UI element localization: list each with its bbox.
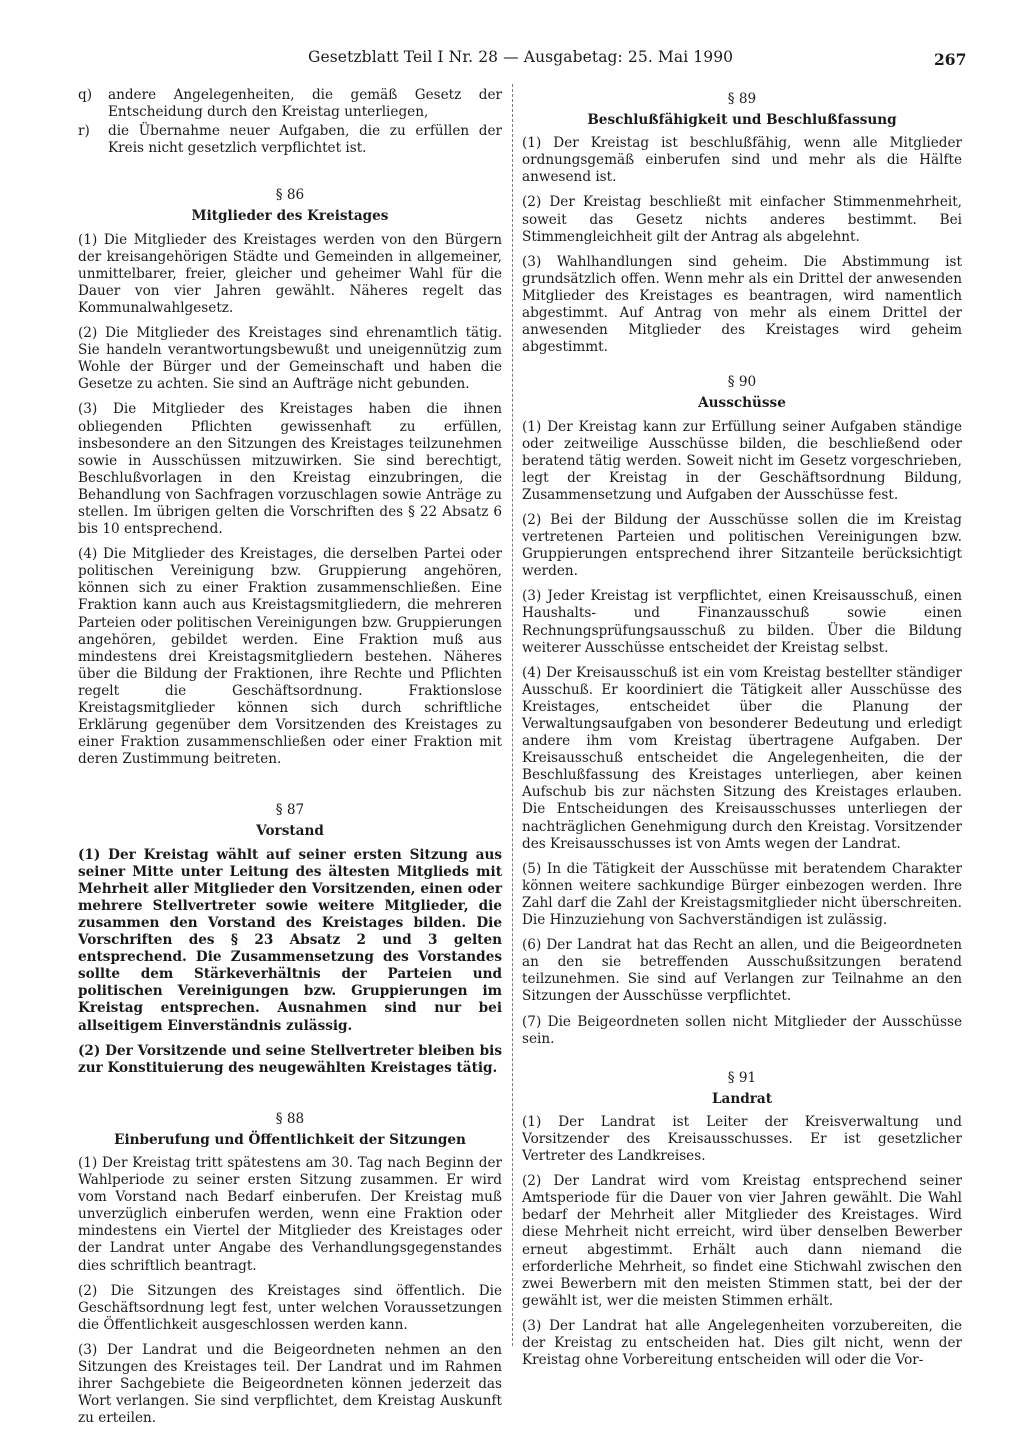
paragraph: (3) Der Landrat hat alle Angelegenheiten vorzubereiten, die der Kreistag zu entscheiden hat. Dies gilt nicht, wenn der Kreistag ohne Vorbereitung entscheiden will oder die Vor- (522, 1317, 962, 1369)
list-item: q) andere Angelegenheiten, die gemäß Gesetz der Entscheidung durch den Kreistag unterliegen, (78, 87, 502, 121)
paragraph: (2) Der Landrat wird vom Kreistag entsprechend seiner Amtsperiode für die Dauer von vier Jahren gewählt. Die Wahl bedarf der Mehrheit aller Mitglieder des Kreistages. Wird diese Mehrheit nicht erreicht, wird über denselben Bewerber erneut abgestimmt. Erhält auch dann niemand die erforderliche Mehrheit, so findet eine Stichwahl zwischen den zwei Bewerbern mit den meisten Stimmen statt, bei der der gewählt ist, wer die meisten Stimmen erhält. (522, 1173, 962, 1309)
section-title: Mitglieder des Kreistages (191, 208, 389, 225)
paragraph: (2) Der Kreistag beschließt mit einfacher Stimmenmehrheit, soweit das Gesetz nichts anderes bestimmt. Bei Stimmengleichheit gilt der Antrag als abgelehnt. (522, 194, 962, 245)
paragraph: (2) Die Mitglieder des Kreistages sind ehrenamtlich tätig. Sie handeln verantwortungsbewußt und uneigennützig zum Wohle der Bürger und der Gemeinschaft und haben die Gesetze zu achten. Sie sind an Aufträge nicht gebunden. (78, 325, 502, 393)
section-title: Einberufung und Öffentlichkeit der Sitzungen (114, 1131, 466, 1148)
page-number: 267 (934, 50, 967, 69)
paragraph: (7) Die Beigeordneten sollen nicht Mitglieder der Ausschüsse sein. (522, 1013, 962, 1047)
paragraph: (1) Der Kreistag tritt spätestens am 30. Tag nach Beginn der Wahlperiode zu seiner ersten Sitzung zusammen. Er wird vom Vorstand nach Bedarf einberufen. Der Kreistag muß unverzüglich einberufen werden, wenn eine Fraktion oder mindestens ein Viertel der Mitglieder des Kreistages oder der Landrat unter Angabe des Verhandlungsgegenstandes dies schriftlich beantragt. (78, 1154, 502, 1274)
paragraph: (3) Jeder Kreistag ist verpflichtet, einen Kreisausschuß, einen Haushalts- und Finanzausschuß sowie einen Rechnungsprüfungsausschuß zu bilden. Über die Bildung weiterer Ausschüsse entscheidet der Kreistag selbst. (522, 588, 962, 656)
section-title: Beschlußfähigkeit und Beschlußfassung (587, 112, 897, 129)
section-title: Vorstand (256, 823, 324, 840)
paragraph: (6) Der Landrat hat das Recht an allen, und die Beigeordneten an den sie betreffenden Ausschußsitzungen beratend teilzunehmen. Sie sind auf Verlangen zur Teilnahme an den Sitzungen der Ausschüsse verpflichtet. (522, 937, 962, 1005)
section-number: § 86 (275, 187, 305, 204)
paragraph: (3) Der Landrat und die Beigeordneten nehmen an den Sitzungen des Kreistages teil. Der Landrat und im Rahmen ihrer Sachgebiete die Beigeordneten können jederzeit das Wort verlangen. Sie sind verpflichtet, dem Kreistag Auskunft zu erteilen. (78, 1341, 502, 1427)
section-number: § 89 (727, 91, 757, 107)
right-column (522, 87, 962, 1377)
paragraph: (4) Die Mitglieder des Kreistages, die derselben Partei oder politischen Vereinigung bzw. Gruppierung angehören, können sich zu einer Fraktion zusammenschließen. Eine Fraktion kann auch aus Kreistagsmitgliedern, die mehreren Parteien oder politischen Vereinigungen bzw. Gruppierungen angehören, gebildet werden. Eine Fraktion muß aus mindestens drei Kreistagsmitgliedern bestehen. Näheres über die Bildung der Fraktionen, ihre Rechte und Pflichten regelt die Geschäftsordnung. Fraktionslose Kreistagsmitglieder können sich durch schriftliche Erklärung gegenüber dem Vorsitzenden des Kreistages zu einer Fraktion zusammenschließen oder einer Fraktion mit deren Zustimmung beitreten. (78, 546, 502, 768)
left-column (78, 87, 502, 1435)
section-number: § 88 (275, 1110, 305, 1127)
section-title: Landrat (711, 1090, 772, 1107)
paragraph: (3) Wahlhandlungen sind geheim. Die Abstimmung ist grundsätzlich offen. Wenn mehr als ein Drittel der anwesenden Mitglieder des Kreistages es beantragen, wird namentlich abgestimmt. Auf Antrag von mehr als einem Drittel der anwesenden Mitglieder des Kreistages wird geheim abgestimmt. (522, 253, 962, 356)
section-number: § 87 (275, 802, 305, 819)
paragraph: (2) Der Vorsitzende und seine Stellvertreter bleiben bis zur Konstituierung des neugewählten Kreistages tätig. (78, 1042, 502, 1076)
column-divider (512, 84, 513, 1346)
paragraph: (1) Der Kreistag wählt auf seiner ersten Sitzung aus seiner Mitte unter Leitung des ältesten Mitglieds mit Mehrheit aller Mitglieder den Vorsitzenden, einen oder mehrere Stellvertreter sowie weitere Mitglieder, die zusammen den Vorstand des Kreistages bilden. Die Vorschriften des § 23 Absatz 2 und 3 gelten entsprechend. Die Zusammensetzung des Vorstandes sollte dem Stärkeverhältnis der Parteien und politischen Vereinigungen bzw. Gruppierungen im Kreistag entsprechen. Ausnahmen sind nur bei allseitigem Einverständnis zulässig. (78, 846, 502, 1034)
section-number: § 91 (727, 1069, 757, 1086)
section-number: § 90 (727, 374, 757, 391)
paragraph: (4) Der Kreisausschuß ist ein vom Kreistag bestellter ständiger Ausschuß. Er koordiniert die Tätigkeit aller Ausschüsse des Kreistages, entscheidet über die Planung der Verwaltungsaufgaben von besonderer Bedeutung und erledigt andere ihm vom Kreistag übertragene Aufgaben. Der Kreisausschuß entscheidet die Angelegenheiten, die der Beschlußfassung des Kreistages unterliegen, aber keinen Aufschub bis zur nächsten Sitzung des Kreistages erlauben. Die Entscheidungen des Kreisausschusses unterliegen der nachträglichen Genehmigung durch den Kreistag. Vorsitzender des Kreisausschusses ist von Amts wegen der Landrat. (522, 664, 962, 852)
paragraph: (1) Der Kreistag ist beschlußfähig, wenn alle Mitglieder ordnungsgemäß einberufen sind und mehr als die Hälfte anwesend ist. (522, 135, 962, 186)
paragraph: (2) Bei der Bildung der Ausschüsse sollen die im Kreistag vertretenen Parteien und politischen Vereinigungen bzw. Gruppierungen entsprechend ihrer Sitzanteile berücksichtigt werden. (522, 511, 962, 580)
section-title: Ausschüsse (698, 395, 786, 412)
page-header (0, 48, 1024, 72)
paragraph: (5) In die Tätigkeit der Ausschüsse mit beratendem Charakter können weitere sachkundige Bürger einbezogen werden. Ihre Zahl darf die Zahl der Kreistagsmitglieder nicht überschreiten. Die Hinzuziehung von Sachverständigen ist zulässig. (522, 860, 962, 929)
paragraph: (1) Der Kreistag kann zur Erfüllung seiner Aufgaben ständige oder zeitweilige Ausschüsse bilden, die beschließend oder beratend tätig werden. Soweit nicht im Gesetz vorgeschrieben, legt der Kreistag in der Geschäftsordnung Bildung, Zusammensetzung und Aufgaben der Ausschüsse fest. (522, 418, 962, 503)
paragraph: (2) Die Sitzungen des Kreistages sind öffentlich. Die Geschäftsordnung legt fest, unter welchen Voraussetzungen die Öffentlichkeit ausgeschlossen werden kann. (78, 1282, 502, 1333)
paragraph: (3) Die Mitglieder des Kreistages haben die ihnen obliegenden Pflichten gewissenhaft zu erfüllen, insbesondere an den Sitzungen des Kreistages teilzunehmen sowie in Ausschüssen mitzuwirken. Sie sind berechtigt, Beschlußvorlagen in den Kreistag einzubringen, die Behandlung von Sachfragen vorzuschlagen sowie Anträge zu stellen. Im übrigen gelten die Vorschriften des § 22 Absatz 6 bis 10 entsprechend. (78, 401, 502, 538)
list-item: r) die Übernahme neuer Aufgaben, die zu erfüllen der Kreis nicht gesetzlich verpflichtet ist. (78, 123, 502, 157)
gazette-header-title: Gesetzblatt Teil I Nr. 28 — Ausgabetag: 25. Mai 1990 (308, 48, 734, 66)
paragraph: (1) Die Mitglieder des Kreistages werden von den Bürgern der kreisangehörigen Städte und Gemeinden in allgemeiner, unmittelbarer, freier, gleicher und geheimer Wahl für die Dauer von vier Jahren gewählt. Näheres regelt das Kommunalwahlgesetz. (78, 231, 502, 316)
paragraph: (1) Der Landrat ist Leiter der Kreisverwaltung und Vorsitzender des Kreisausschusses. Er ist gesetzlicher Vertreter des Landkreises. (522, 1113, 962, 1165)
